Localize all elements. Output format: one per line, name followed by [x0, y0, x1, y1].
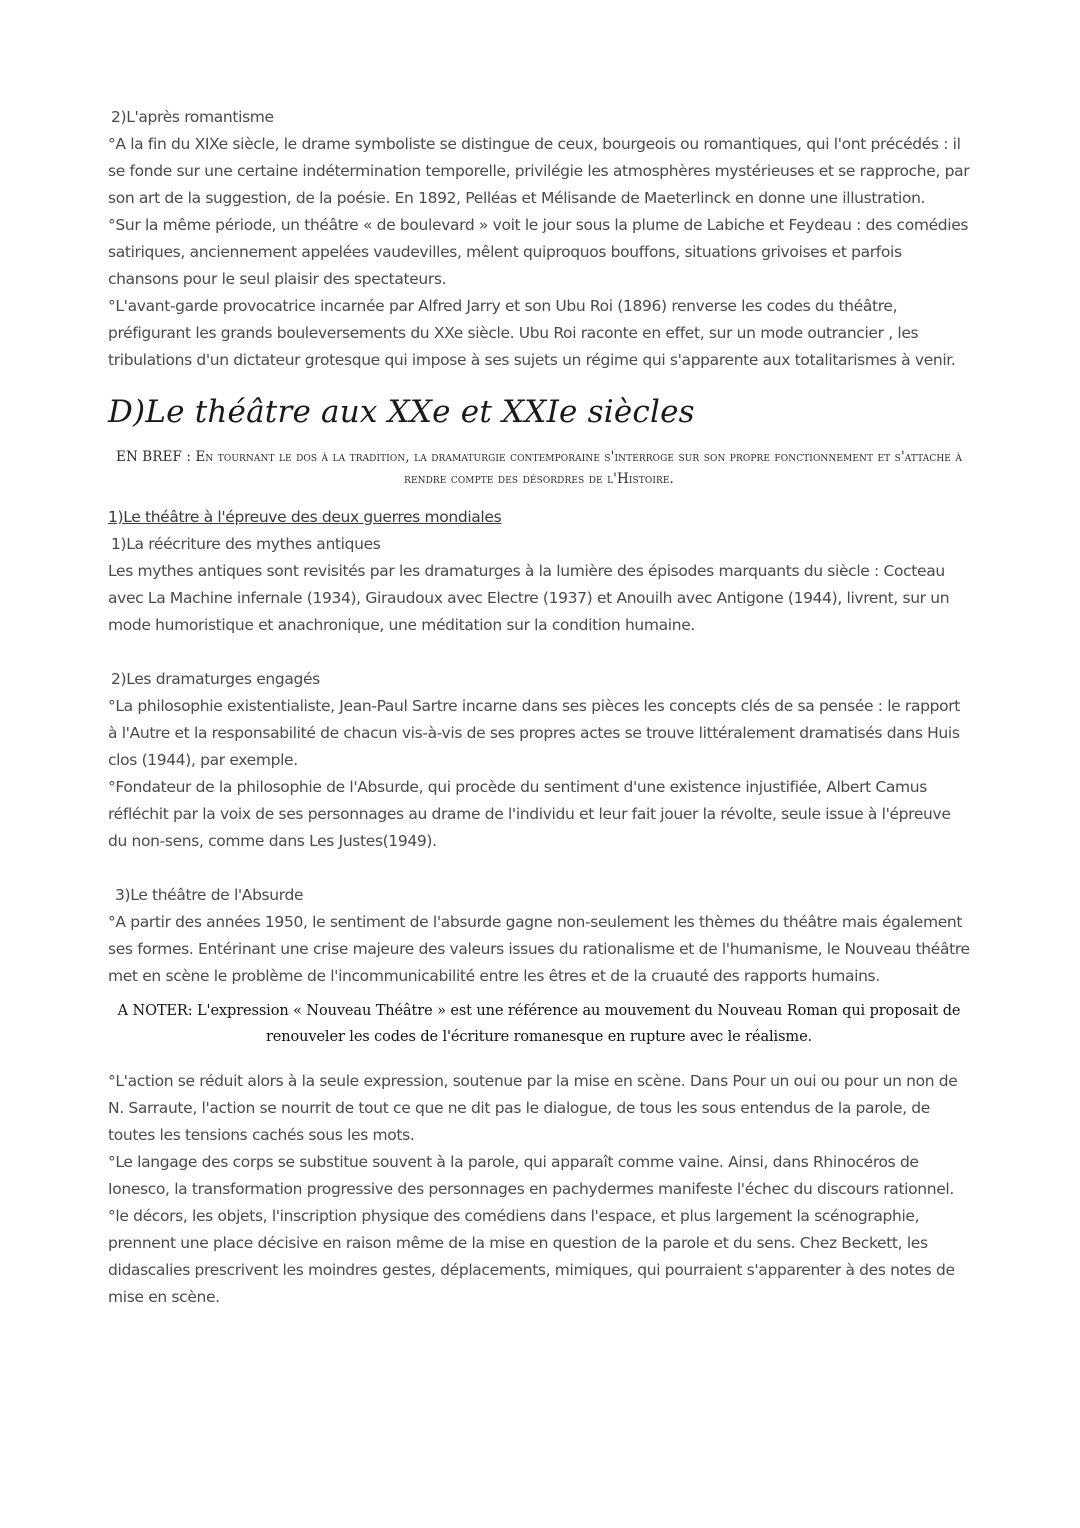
heading-theatre-absurde: 3)Le théâtre de l'Absurde	[115, 886, 304, 904]
subsection-guerres-mondiales: 1)Le théâtre à l'épreuve des deux guerres mondiales	[108, 508, 502, 526]
heading-mythes-antiques: 1)La réécriture des mythes antiques	[111, 535, 381, 553]
paragraph-absurde-1950: °A partir des années 1950, le sentiment de l'absurde gagne non-seulement les thèmes du théâtre mais également ses formes. Entérinant une crise majeure des valeurs issues du rationalisme et de l'humanisme, le Nouveau théâtre met en scène le problème de l'incommunicabilité entre les êtres et de la cruauté des rapports humains.	[108, 913, 970, 985]
paragraph-theatre-boulevard: °Sur la même période, un théâtre « de boulevard » voit le jour sous la plume de Labiche et Feydeau : des comédies satiriques, anciennement appelées vaudevilles, mêlent quiproquos bouffons, situations grivoises et parfois chansons pour le seul plaisir des spectateurs.	[108, 216, 969, 288]
heading-dramaturges-engages: 2)Les dramaturges engagés	[111, 670, 320, 688]
paragraph-drame-symboliste: °A la fin du XIXe siècle, le drame symboliste se distingue de ceux, bourgeois ou romantiques, qui l'ont précédés : il se fonde sur une certaine indétermination temporelle, privilégie les atmosphères mystérieuses et se rapproche, par son art de la suggestion, de la poésie. En 1892, Pelléas et Mélisande de Maeterlinck en donne une illustration.	[108, 135, 970, 207]
paragraph-avant-garde: °L'avant-garde provocatrice incarnée par Alfred Jarry et son Ubu Roi (1896) renverse les codes du théâtre, préfigurant les grands bouleversements du XXe siècle. Ubu Roi raconte en effet, sur un mode outrancier , les tribulations d'un dictateur grotesque qui impose à ses sujets un régime qui s'apparente aux totalitarismes à venir.	[108, 297, 956, 369]
paragraph-mythes-antiques: Les mythes antiques sont revisités par les dramaturges à la lumière des épisodes marquants du siècle : Cocteau avec La Machine infernale (1934), Giraudoux avec Electre (1937) et Anouilh avec Antigone (1944), livrent, sur un mode humoristique et anachronique, une méditation sur la condition humaine.	[108, 562, 950, 634]
spacer	[108, 855, 970, 882]
paragraph-sarraute: °L'action se réduit alors à la seule expression, soutenue par la mise en scène. Dans Pour un oui ou pour un non de N. Sarraute, l'action se nourrit de tout ce que ne dit pas le dialogue, de tous les sous entendus de la parole, de toutes les tensions cachés sous les mots.	[108, 1072, 958, 1144]
paragraph-beckett: °le décors, les objets, l'inscription physique des comédiens dans l'espace, et plus largement la scénographie, prennent une place décisive en raison même de la mise en question de la parole et du sens. Chez Beckett, les didascalies prescrivent les moindres gestes, déplacements, mimiques, qui pourraient s'apparenter à des notes de mise en scène.	[108, 1207, 955, 1306]
en-bref-summary: EN BREF : En tournant le dos à la tradition, la dramaturgie contemporaine s'interroge sur son propre fonctionnement et s'attache à rendre compte des désordres de l'Histoire.	[116, 449, 962, 487]
paragraph-ionesco: °Le langage des corps se substitue souvent à la parole, qui apparaît comme vaine. Ainsi, dans Rhinocéros de Ionesco, la transformation progressive des personnages en pachydermes manifeste l'échec du discours rationnel.	[108, 1153, 954, 1198]
spacer	[108, 639, 970, 666]
paragraph-sartre: °La philosophie existentialiste, Jean-Paul Sartre incarne dans ses pièces les concepts clés de sa pensée : le rapport à l'Autre et la responsabilité de chacun vis-à-vis de ses propres actes se trouve littéralement dramatisés dans Huis clos (1944), par exemple.	[108, 697, 960, 769]
note-nouveau-theatre: A NOTER: L'expression « Nouveau Théâtre » est une référence au mouvement du Nouveau Roman qui proposait de renouveler les codes de l'écriture romanesque en rupture avec le réalisme.	[117, 1003, 961, 1045]
heading-apres-romantisme: 2)L'après romantisme	[111, 108, 274, 126]
document-page	[108, 104, 970, 1311]
paragraph-camus: °Fondateur de la philosophie de l'Absurde, qui procède du sentiment d'une existence injustifiée, Albert Camus réfléchit par la voix de ses personnages au drame de l'individu et leur fait jouer la révolte, seule issue à l'épreuve du non-sens, comme dans Les Justes(1949).	[108, 778, 951, 850]
section-title-d: D)Le théâtre aux XXe et XXIe siècles	[108, 394, 695, 430]
